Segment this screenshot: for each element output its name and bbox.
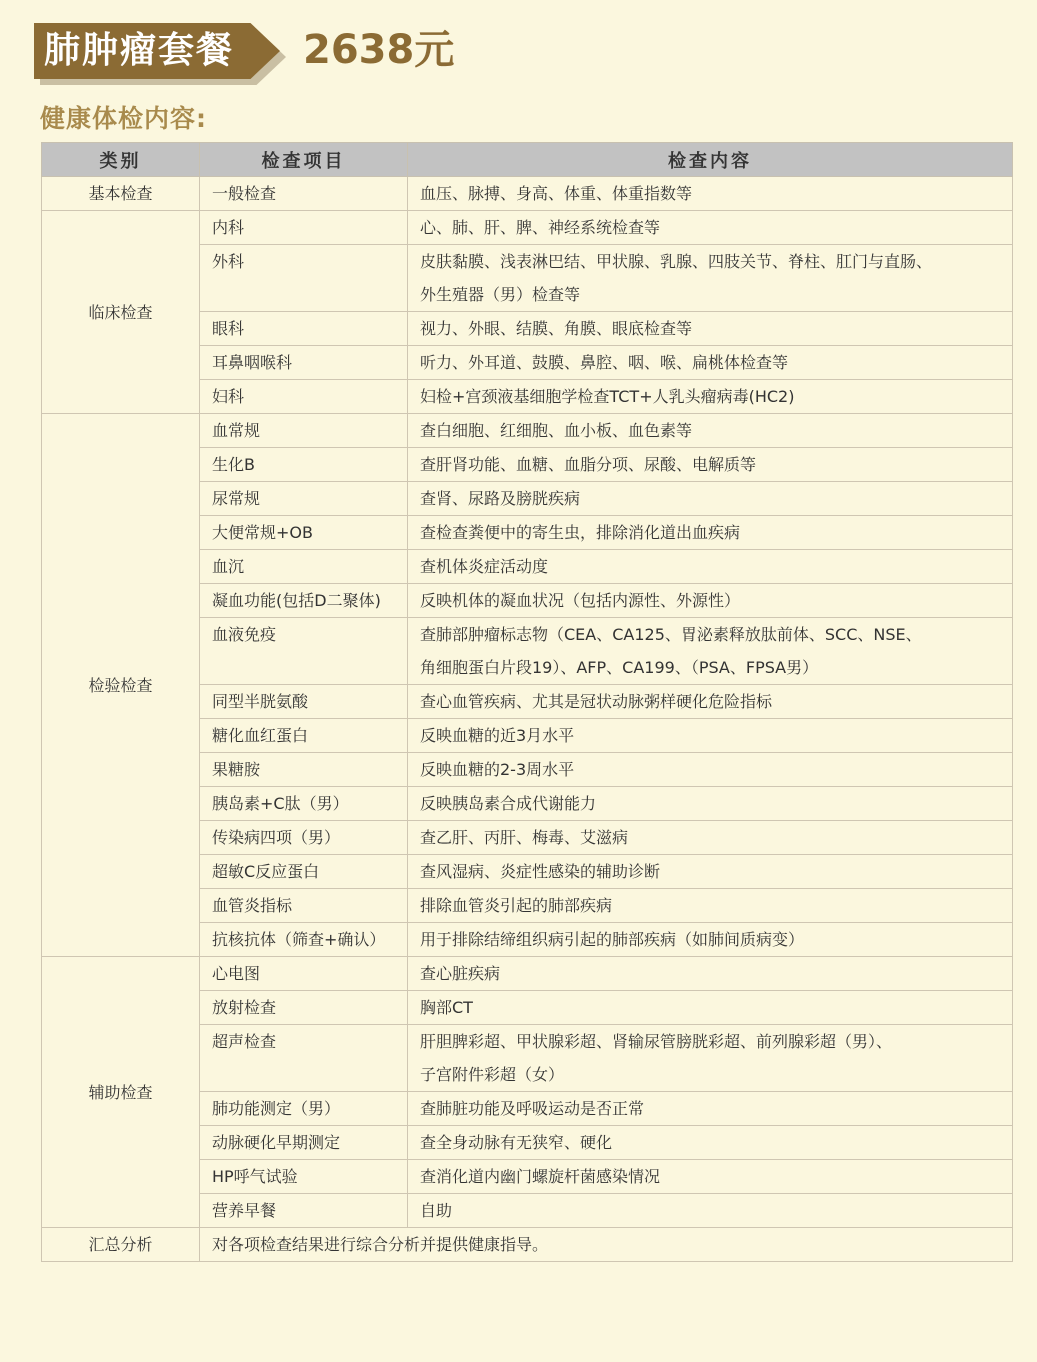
content-line: 听力、外耳道、鼓膜、鼻腔、咽、喉、扁桃体检查等 xyxy=(420,353,789,372)
content-line: 查肾、尿路及膀胱疾病 xyxy=(420,489,581,508)
item-cell: 尿常规 xyxy=(200,482,408,516)
content-line: 查白细胞、红细胞、血小板、血色素等 xyxy=(420,421,693,440)
content-line: 心、肺、肝、脾、神经系统检查等 xyxy=(420,218,661,237)
content-line: 查乙肝、丙肝、梅毒、艾滋病 xyxy=(420,828,629,847)
content-line: 查肺部肿瘤标志物（CEA、CA125、胃泌素释放肽前体、SCC、NSE、 xyxy=(420,625,922,644)
summary-row xyxy=(42,1228,1013,1262)
item-cell: 超敏C反应蛋白 xyxy=(200,855,408,889)
content-cell xyxy=(408,889,1013,923)
category-cell: 临床检查 xyxy=(42,211,200,414)
item-cell: 耳鼻咽喉科 xyxy=(200,346,408,380)
table-row xyxy=(42,211,1013,245)
content-line: 反映血糖的近3月水平 xyxy=(420,726,575,745)
content-cell xyxy=(408,1126,1013,1160)
content-cell xyxy=(408,991,1013,1025)
content-cell xyxy=(408,346,1013,380)
table-row xyxy=(42,957,1013,991)
table-header-row xyxy=(42,143,1013,177)
category-cell: 汇总分析 xyxy=(42,1228,200,1262)
item-cell: 放射检查 xyxy=(200,991,408,1025)
content-line: 查心脏疾病 xyxy=(420,964,501,983)
content-cell xyxy=(408,1025,1013,1092)
content-cell xyxy=(408,312,1013,346)
content-line: 查肝肾功能、血糖、血脂分项、尿酸、电解质等 xyxy=(420,455,757,474)
content-cell xyxy=(408,753,1013,787)
item-cell: 一般检查 xyxy=(200,177,408,211)
category-cell: 检验检查 xyxy=(42,414,200,957)
item-cell: 大便常规+OB xyxy=(200,516,408,550)
summary-text: 对各项检查结果进行综合分析并提供健康指导。 xyxy=(200,1228,1013,1262)
item-cell: 血常规 xyxy=(200,414,408,448)
item-cell: 糖化血红蛋白 xyxy=(200,719,408,753)
content-cell xyxy=(408,380,1013,414)
item-cell: 胰岛素+C肽（男） xyxy=(200,787,408,821)
content-line: 反映机体的凝血状况（包括内源性、外源性） xyxy=(420,591,741,610)
item-cell: 血沉 xyxy=(200,550,408,584)
item-cell: 心电图 xyxy=(200,957,408,991)
content-cell xyxy=(408,787,1013,821)
content-line: 子宫附件彩超（女） xyxy=(420,1065,565,1084)
item-cell: 动脉硬化早期测定 xyxy=(200,1126,408,1160)
content-cell xyxy=(408,957,1013,991)
table-row xyxy=(42,414,1013,448)
content-cell xyxy=(408,482,1013,516)
item-cell: 营养早餐 xyxy=(200,1194,408,1228)
content-line: 查心血管疾病、尤其是冠状动脉粥样硬化危险指标 xyxy=(420,692,773,711)
header-item: 检查项目 xyxy=(200,143,408,177)
section-subtitle: 健康体检内容: xyxy=(40,104,207,133)
content-line: 妇检+宫颈液基细胞学检查TCT+人乳头瘤病毒(HC2) xyxy=(420,387,795,406)
item-cell: 果糖胺 xyxy=(200,753,408,787)
content-line: 反映胰岛素合成代谢能力 xyxy=(420,794,597,813)
category-cell: 辅助检查 xyxy=(42,957,200,1228)
content-cell xyxy=(408,1092,1013,1126)
content-cell xyxy=(408,855,1013,889)
category-cell: 基本检查 xyxy=(42,177,200,211)
item-cell: HP呼气试验 xyxy=(200,1160,408,1194)
content-line: 肝胆脾彩超、甲状腺彩超、肾输尿管膀胱彩超、前列腺彩超（男）、 xyxy=(420,1032,893,1051)
content-line: 反映血糖的2-3周水平 xyxy=(420,760,575,779)
item-cell: 传染病四项（男） xyxy=(200,821,408,855)
content-line: 查消化道内幽门螺旋杆菌感染情况 xyxy=(420,1167,661,1186)
item-cell: 凝血功能(包括D二聚体) xyxy=(200,584,408,618)
content-cell xyxy=(408,177,1013,211)
content-cell xyxy=(408,1194,1013,1228)
item-cell: 超声检查 xyxy=(200,1025,408,1092)
item-cell: 血液免疫 xyxy=(200,618,408,685)
content-line: 视力、外眼、结膜、角膜、眼底检查等 xyxy=(420,319,693,338)
content-cell xyxy=(408,448,1013,482)
item-cell: 肺功能测定（男） xyxy=(200,1092,408,1126)
content-line: 用于排除结缔组织病引起的肺部疾病（如肺间质病变） xyxy=(420,930,805,949)
content-line: 血压、脉搏、身高、体重、体重指数等 xyxy=(420,184,693,203)
item-cell: 眼科 xyxy=(200,312,408,346)
content-cell xyxy=(408,685,1013,719)
content-line: 皮肤黏膜、浅表淋巴结、甲状腺、乳腺、四肢关节、脊柱、肛门与直肠、 xyxy=(420,252,933,271)
content-line: 角细胞蛋白片段19）、AFP、CA199、（PSA、FPSA男） xyxy=(420,658,819,677)
content-line: 查全身动脉有无狭窄、硬化 xyxy=(420,1133,613,1152)
content-cell xyxy=(408,821,1013,855)
content-line: 查风湿病、炎症性感染的辅助诊断 xyxy=(420,862,661,881)
content-cell xyxy=(408,516,1013,550)
content-cell xyxy=(408,584,1013,618)
content-cell xyxy=(408,719,1013,753)
content-cell xyxy=(408,550,1013,584)
table-body xyxy=(42,177,1013,1262)
item-cell: 外科 xyxy=(200,245,408,312)
header-content: 检查内容 xyxy=(408,143,1013,177)
item-cell: 同型半胱氨酸 xyxy=(200,685,408,719)
item-cell: 生化B xyxy=(200,448,408,482)
content-line: 外生殖器（男）检查等 xyxy=(420,285,581,304)
item-cell: 抗核抗体（筛查+确认） xyxy=(200,923,408,957)
content-line: 排除血管炎引起的肺部疾病 xyxy=(420,896,613,915)
content-line: 胸部CT xyxy=(420,998,473,1017)
table-row xyxy=(42,177,1013,211)
content-line: 查检查粪便中的寄生虫，排除消化道出血疾病 xyxy=(420,523,741,542)
header-category: 类别 xyxy=(42,143,200,177)
content-cell xyxy=(408,414,1013,448)
content-line: 查肺脏功能及呼吸运动是否正常 xyxy=(420,1099,645,1118)
content-cell xyxy=(408,1160,1013,1194)
checkup-table xyxy=(41,142,1013,1262)
package-title: 肺肿瘤套餐 xyxy=(44,30,235,71)
item-cell: 内科 xyxy=(200,211,408,245)
content-line: 自助 xyxy=(420,1201,453,1220)
package-price: 2638元 xyxy=(303,27,455,73)
content-line: 查机体炎症活动度 xyxy=(420,557,549,576)
item-cell: 血管炎指标 xyxy=(200,889,408,923)
item-cell: 妇科 xyxy=(200,380,408,414)
content-cell xyxy=(408,245,1013,312)
content-cell xyxy=(408,211,1013,245)
content-cell xyxy=(408,618,1013,685)
content-cell xyxy=(408,923,1013,957)
